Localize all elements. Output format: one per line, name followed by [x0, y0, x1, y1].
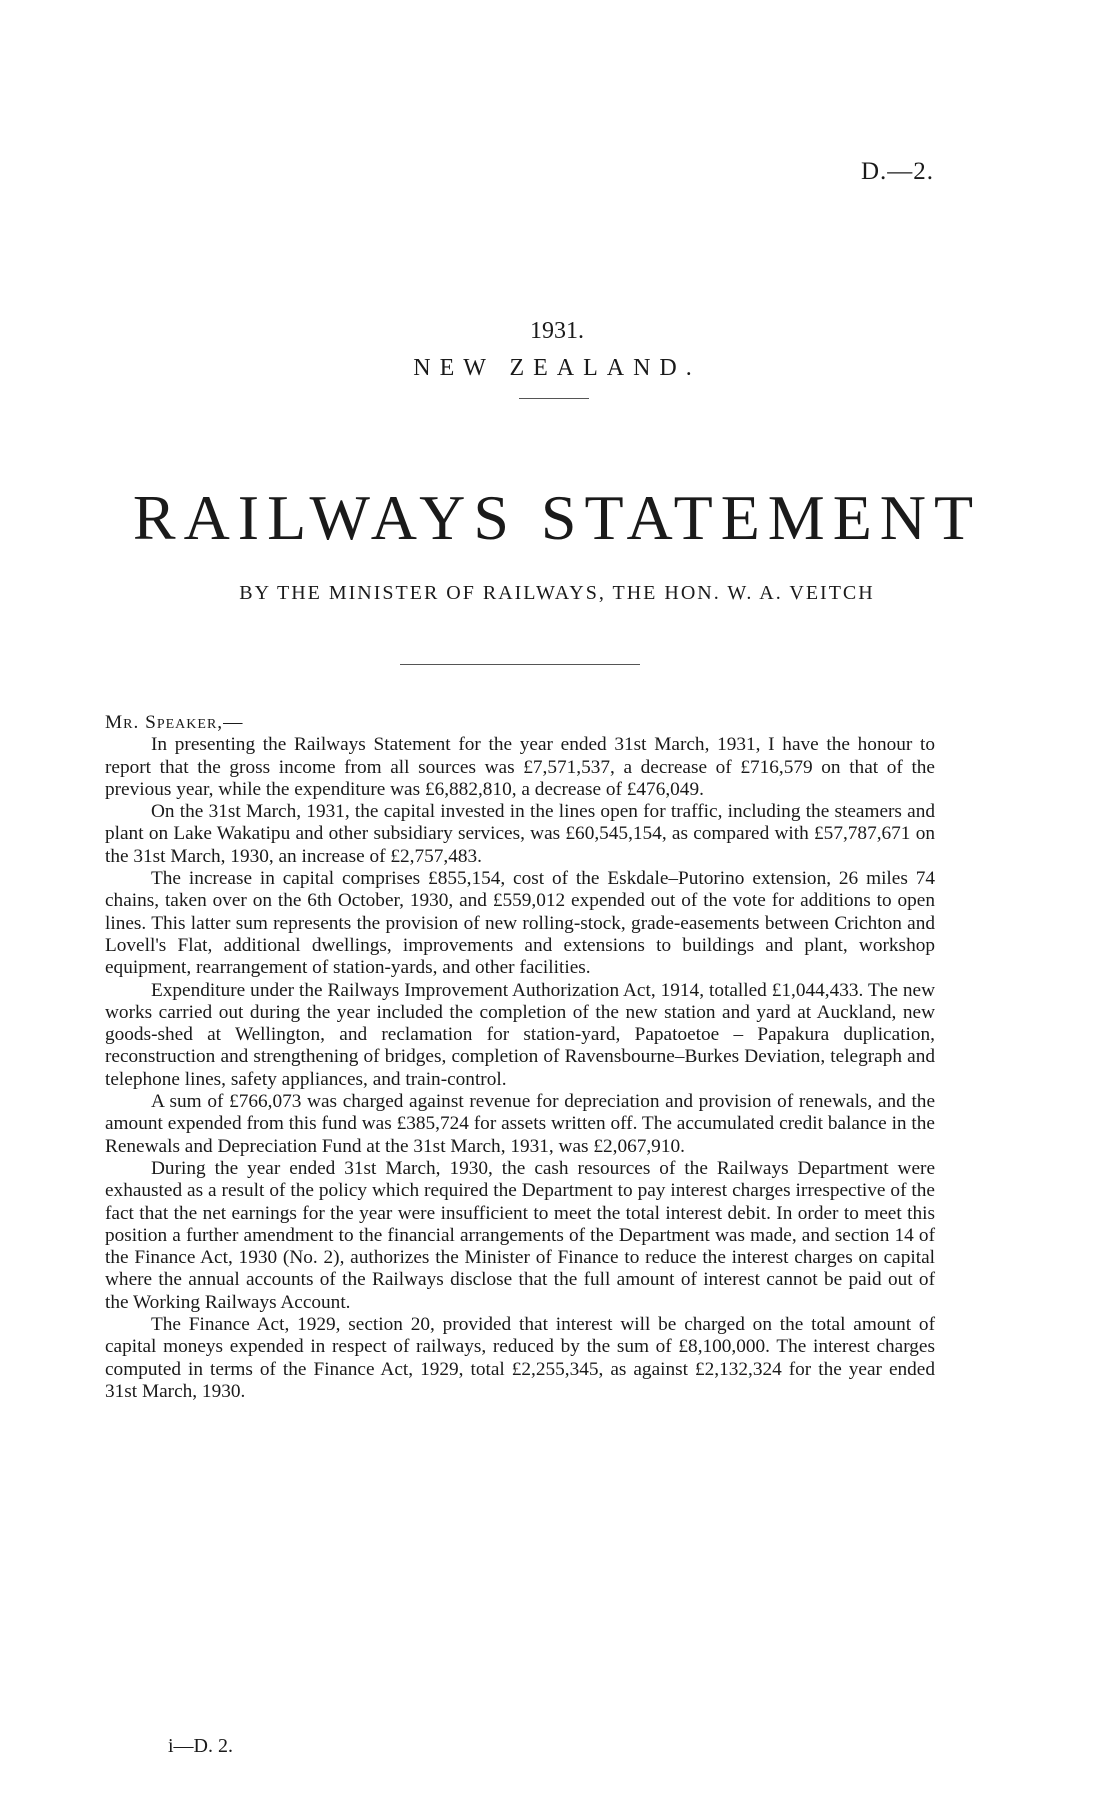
- page-reference: D.—2.: [860, 158, 934, 185]
- document-country: NEW ZEALAND.: [413, 355, 701, 381]
- long-divider: [400, 664, 640, 665]
- paragraph-capital-invested: On the 31st March, 1931, the capital invested in the lines open for traffic, including the steamers and plant on Lake Wakatipu and other subsidiary services, was £60,545,154, as compared with £57,787,671 on the 31st March, 1930, an increase of £2,757,483.: [105, 801, 935, 867]
- statement-body: [105, 712, 935, 1403]
- paragraph-cash-resources: During the year ended 31st March, 1930, the cash resources of the Railways Department were exhausted as a result of the policy which required the Department to pay interest charges irrespective of the fact that the net earnings for the year were insufficient to meet the total interest debit. In order to meet this position a further amendment to the financial arrangements of the Department was made, and section 14 of the Finance Act, 1930 (No. 2), authorizes the Minister of Finance to reduce the interest charges on capital where the annual accounts of the Railways disclose that the full amount of interest cannot be paid out of the Working Railways Account.: [105, 1157, 935, 1313]
- paragraph-income: In presenting the Railways Statement for the year ended 31st March, 1931, I have the honour to report that the gross income from all sources was £7,571,537, a decrease of £716,579 on that of the previous year, while the expenditure was £6,882,810, a decrease of £476,049.: [105, 734, 935, 800]
- paragraph-depreciation: A sum of £766,073 was charged against revenue for depreciation and provision of renewals, and the amount expended from this fund was £385,724 for assets written off. The accumulated credit balance in the Renewals and Depreciation Fund at the 31st March, 1931, was £2,067,910.: [105, 1091, 935, 1157]
- document-year: 1931.: [530, 318, 584, 344]
- paragraph-improvement-act: Expenditure under the Railways Improvement Authorization Act, 1914, totalled £1,044,433. The new works carried out during the year included the completion of the new station and yard at Auckland, new goods-shed at Wellington, and reclamation for station-yard, Papatoetoe – Papakura duplication, reconstruction and strengthening of bridges, completion of Ravensbourne–Burkes Deviation, telegraph and telephone lines, safety appliances, and train-control.: [105, 979, 935, 1090]
- document-subtitle: BY THE MINISTER OF RAILWAYS, THE HON. W. A. VEITCH: [239, 582, 875, 604]
- salutation: Mr. Speaker,—: [105, 712, 244, 733]
- short-divider: [519, 398, 589, 399]
- document-title: RAILWAYS STATEMENT: [132, 482, 982, 553]
- paragraph-capital-increase: The increase in capital comprises £855,154, cost of the Eskdale–Putorino extension, 26 miles 74 chains, taken over on the 6th October, 1930, and £559,012 expended out of the vote for additions to open lines. This latter sum represents the provision of new rolling-stock, grade-easements between Crichton and Lovell's Flat, additional dwellings, improvements and extensions to buildings and plant, workshop equipment, rearrangement of station-yards, and other facilities.: [105, 868, 935, 979]
- paragraph-finance-act: The Finance Act, 1929, section 20, provided that interest will be charged on the total amount of capital moneys expended in respect of railways, reduced by the sum of £8,100,000. The interest charges computed in terms of the Finance Act, 1929, total £2,255,345, as against £2,132,324 for the year ended 31st March, 1930.: [105, 1314, 935, 1402]
- footer-reference: i—D. 2.: [168, 1735, 233, 1757]
